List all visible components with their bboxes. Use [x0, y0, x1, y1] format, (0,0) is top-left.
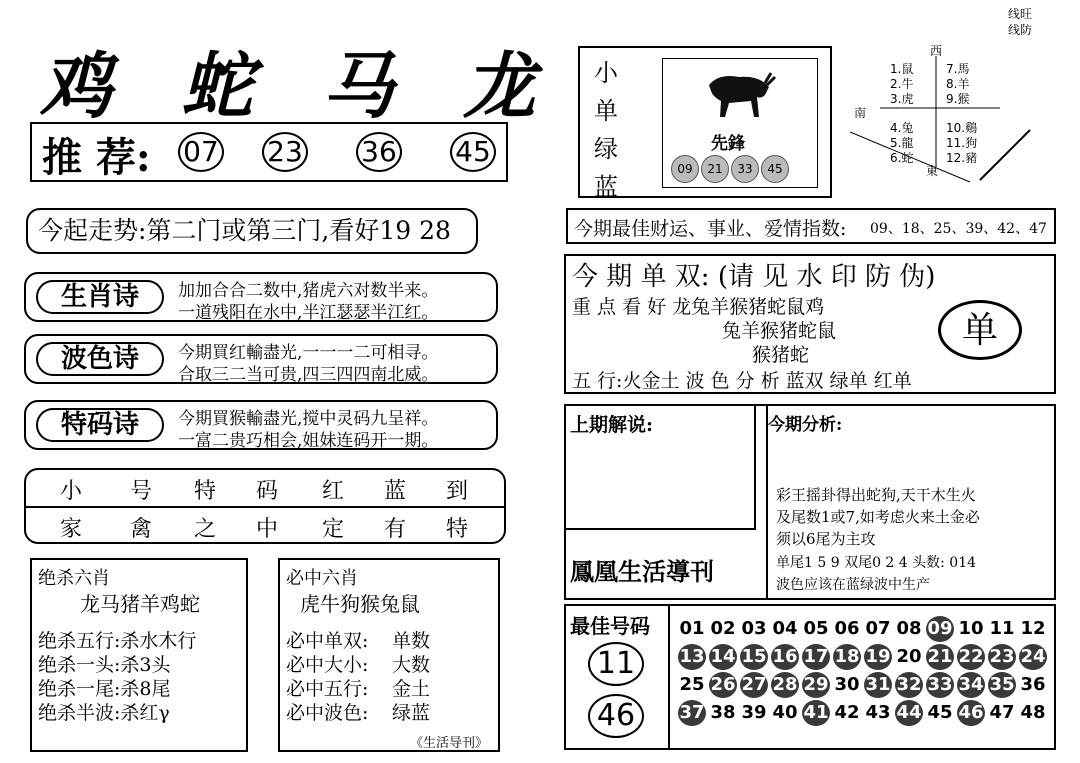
grid-number: 30 — [834, 674, 860, 695]
recommend-number: 45 — [450, 132, 496, 172]
banner-char: 小 — [60, 479, 83, 504]
poem-line: 一道残阳在水中,半江瑟瑟半江红。 — [178, 303, 439, 323]
must-value: 大数 — [392, 654, 431, 676]
recommend-box — [30, 122, 508, 182]
danshuang-circle: 单 — [938, 300, 1022, 360]
grid-number: 26 — [709, 672, 737, 698]
best-picks — [566, 606, 670, 748]
grid-number: 17 — [802, 644, 830, 670]
analysis-line: 彩王摇卦得出蛇狗,天干木生火 — [776, 486, 976, 504]
special-poem — [24, 400, 498, 450]
best-label: 最佳号码 — [570, 614, 650, 638]
pioneer-ball: 09 — [671, 155, 699, 183]
banner-char: 定 — [322, 517, 345, 542]
best-pick: 46 — [588, 694, 644, 738]
number-grid — [678, 616, 1050, 740]
grid-number: 19 — [864, 644, 892, 670]
grid-number: 06 — [834, 618, 860, 639]
grid-number: 48 — [1020, 702, 1046, 723]
kill-box — [30, 558, 248, 752]
fortune-box — [566, 208, 1056, 244]
note-a: 线旺 — [1008, 7, 1033, 21]
recommend-number: 23 — [262, 132, 308, 172]
grid-number: 44 — [895, 700, 923, 726]
poem-line: 今期買红輸盡光,一一一二可相寻。 — [178, 343, 439, 363]
grid-number: 34 — [957, 672, 985, 698]
poem-tag: 生肖诗 — [36, 280, 164, 314]
kill-row: 绝杀一头:杀3头 — [38, 654, 171, 676]
grid-number: 03 — [741, 618, 767, 639]
fortune-values: 09、18、25、39、42、47 — [870, 221, 1047, 237]
grid-number: 31 — [864, 672, 892, 698]
grid-number: 10 — [958, 618, 984, 639]
grid-number: 29 — [802, 672, 830, 698]
pioneer-ball: 45 — [761, 155, 789, 183]
grid-number: 45 — [927, 702, 953, 723]
danshuang-line: 重 点 看 好 龙兔羊猴猪蛇鼠鸡 — [572, 296, 825, 318]
grid-number: 11 — [989, 618, 1015, 639]
banner-char: 中 — [256, 517, 279, 542]
trend-banner: 今起走势:第二门或第三门,看好19 28 — [26, 208, 478, 254]
grid-number: 41 — [802, 700, 830, 726]
grid-number: 36 — [1020, 674, 1046, 695]
danshuang-line: 五 行:火金土 波 色 分 析 蓝双 绿单 红单 — [572, 370, 912, 392]
must-key: 必中五行: — [286, 678, 369, 700]
grid-number: 18 — [833, 644, 861, 670]
compass-east: 東 — [926, 164, 939, 178]
danshuang-line: 猴猪蛇 — [752, 344, 810, 366]
xiaodan-char: 单 — [594, 97, 618, 125]
analysis-line: 单尾1 5 9 双尾0 2 4 头数: 014 — [776, 555, 977, 571]
guide-label: 鳳凰生活導刊 — [570, 557, 714, 586]
recommend-number: 36 — [356, 132, 402, 172]
compass-west: 西 — [930, 44, 943, 58]
banner-char: 特 — [194, 479, 217, 504]
grid-number: 32 — [895, 672, 923, 698]
must-value: 金土 — [392, 678, 431, 700]
must-header: 必中六肖 — [286, 568, 358, 589]
grid-number: 04 — [772, 618, 798, 639]
grid-number: 07 — [865, 618, 891, 639]
compass-right: 7.馬 8.羊 9.猴 10.鷄 11.狗 12.豬 — [946, 62, 978, 165]
kill-row: 绝杀五行:杀水木行 — [38, 630, 197, 652]
xiaodan-box — [578, 46, 832, 201]
zodiac-poem — [24, 272, 498, 322]
best-pick: 11 — [588, 642, 644, 686]
grid-number: 05 — [803, 618, 829, 639]
kill-header: 绝杀六肖 — [38, 568, 110, 589]
grid-number: 23 — [988, 644, 1016, 670]
compass — [850, 42, 1050, 192]
pioneer-ball: 33 — [731, 155, 759, 183]
grid-number: 28 — [771, 672, 799, 698]
banner-char: 号 — [130, 479, 153, 504]
analysis-line: 须以6尾为主攻 — [776, 530, 876, 548]
grid-number: 46 — [957, 700, 985, 726]
compass-south: 南 — [854, 106, 867, 120]
grid-number: 12 — [1020, 618, 1046, 639]
xiaodan-char: 绿 — [594, 135, 618, 163]
must-key: 必中波色: — [286, 702, 369, 724]
banner-char: 到 — [446, 479, 469, 504]
prev-panel — [566, 406, 756, 530]
banner-char: 禽 — [130, 517, 153, 542]
grid-number: 13 — [678, 644, 706, 670]
banner-char: 蓝 — [384, 479, 407, 504]
grid-number: 25 — [679, 674, 705, 695]
analysis-tail — [776, 552, 976, 596]
danshuang-title: 今 期 单 双: (请 见 水 印 防 伪) — [572, 262, 936, 292]
poem-tag: 波色诗 — [36, 342, 164, 376]
danshuang-line: 兔羊猴猪蛇鼠 — [722, 320, 837, 342]
kill-row: 绝杀一尾:杀8尾 — [38, 678, 171, 700]
poem-line: 一富二贵巧相会,姐妹连码开一期。 — [178, 431, 439, 451]
poem-line: 合取三二当可贵,四三四四南北威。 — [178, 365, 439, 385]
grid-number: 16 — [771, 644, 799, 670]
grid-number: 15 — [740, 644, 768, 670]
pioneer-ball: 21 — [701, 155, 729, 183]
grid-number: 22 — [957, 644, 985, 670]
poem-line: 加加合合二数中,猪虎六对数半来。 — [178, 281, 439, 301]
top-note — [1008, 6, 1032, 38]
danshuang-box — [564, 254, 1056, 394]
grid-number: 33 — [926, 672, 954, 698]
recommend-label: 推 荐: — [42, 134, 151, 181]
grid-number: 27 — [740, 672, 768, 698]
analysis-divider — [766, 406, 768, 598]
kill-row: 绝杀半波:杀红γ — [38, 702, 170, 724]
grid-number: 08 — [896, 618, 922, 639]
note-b: 线防 — [1008, 23, 1033, 37]
best-box — [564, 604, 1056, 750]
must-footer: 《生活导刊》 — [410, 736, 489, 751]
banner-char: 特 — [446, 517, 469, 542]
special-banner — [24, 468, 506, 544]
grid-number: 01 — [679, 618, 705, 639]
must-key: 必中大小: — [286, 654, 369, 676]
must-value: 绿蓝 — [392, 702, 431, 724]
analysis-line: 及尾数1或7,如考虑火来土金必 — [776, 508, 980, 526]
grid-number: 40 — [772, 702, 798, 723]
ox-icon — [699, 65, 779, 125]
compass-left: 1.鼠 2.牛 3.虎 4.兔 5.龍 6.蛇 — [890, 62, 914, 165]
grid-number: 42 — [834, 702, 860, 723]
xiaodan-char: 蓝 — [594, 173, 618, 201]
grid-number: 02 — [710, 618, 736, 639]
prev-label: 上期解说: — [570, 414, 654, 436]
poem-tag: 特码诗 — [36, 408, 164, 442]
grid-number: 35 — [988, 672, 1016, 698]
analysis-box — [564, 404, 1056, 600]
must-box — [278, 558, 500, 752]
grid-number: 38 — [710, 702, 736, 723]
pioneer-label: 先鋒 — [711, 134, 745, 154]
grid-number: 37 — [678, 700, 706, 726]
grid-number: 21 — [926, 644, 954, 670]
page-title: 鸡 蛇 马 龙 — [40, 43, 558, 128]
banner-char: 码 — [256, 479, 279, 504]
must-zodiacs: 虎牛狗猴兔鼠 — [300, 592, 420, 616]
grid-number: 24 — [1019, 644, 1047, 670]
banner-char: 家 — [60, 517, 83, 542]
grid-number: 39 — [741, 702, 767, 723]
xiaodan-char: 小 — [594, 59, 618, 87]
grid-number: 09 — [926, 616, 954, 642]
banner-char: 之 — [194, 517, 217, 542]
grid-number: 47 — [989, 702, 1015, 723]
analysis-line: 波色应该在蓝绿波中生产 — [776, 577, 930, 593]
recommend-number: 07 — [178, 132, 224, 172]
color-poem — [24, 334, 498, 384]
must-value: 单数 — [392, 630, 431, 652]
kill-zodiacs: 龙马猪羊鸡蛇 — [80, 592, 200, 616]
fortune-label: 今期最佳财运、事业、爱情指数: — [574, 218, 847, 240]
pioneer-panel — [662, 58, 818, 188]
poem-line: 今期買猴輸盡光,搅中灵码九呈祥。 — [178, 409, 439, 429]
analysis-text — [776, 484, 980, 550]
xiaodan-chars — [594, 54, 618, 206]
cur-label: 今期分析: — [768, 415, 843, 435]
grid-number: 43 — [865, 702, 891, 723]
banner-char: 红 — [322, 479, 345, 504]
grid-number: 14 — [709, 644, 737, 670]
must-key: 必中单双: — [286, 630, 369, 652]
grid-number: 20 — [896, 646, 922, 667]
banner-char: 有 — [384, 517, 407, 542]
